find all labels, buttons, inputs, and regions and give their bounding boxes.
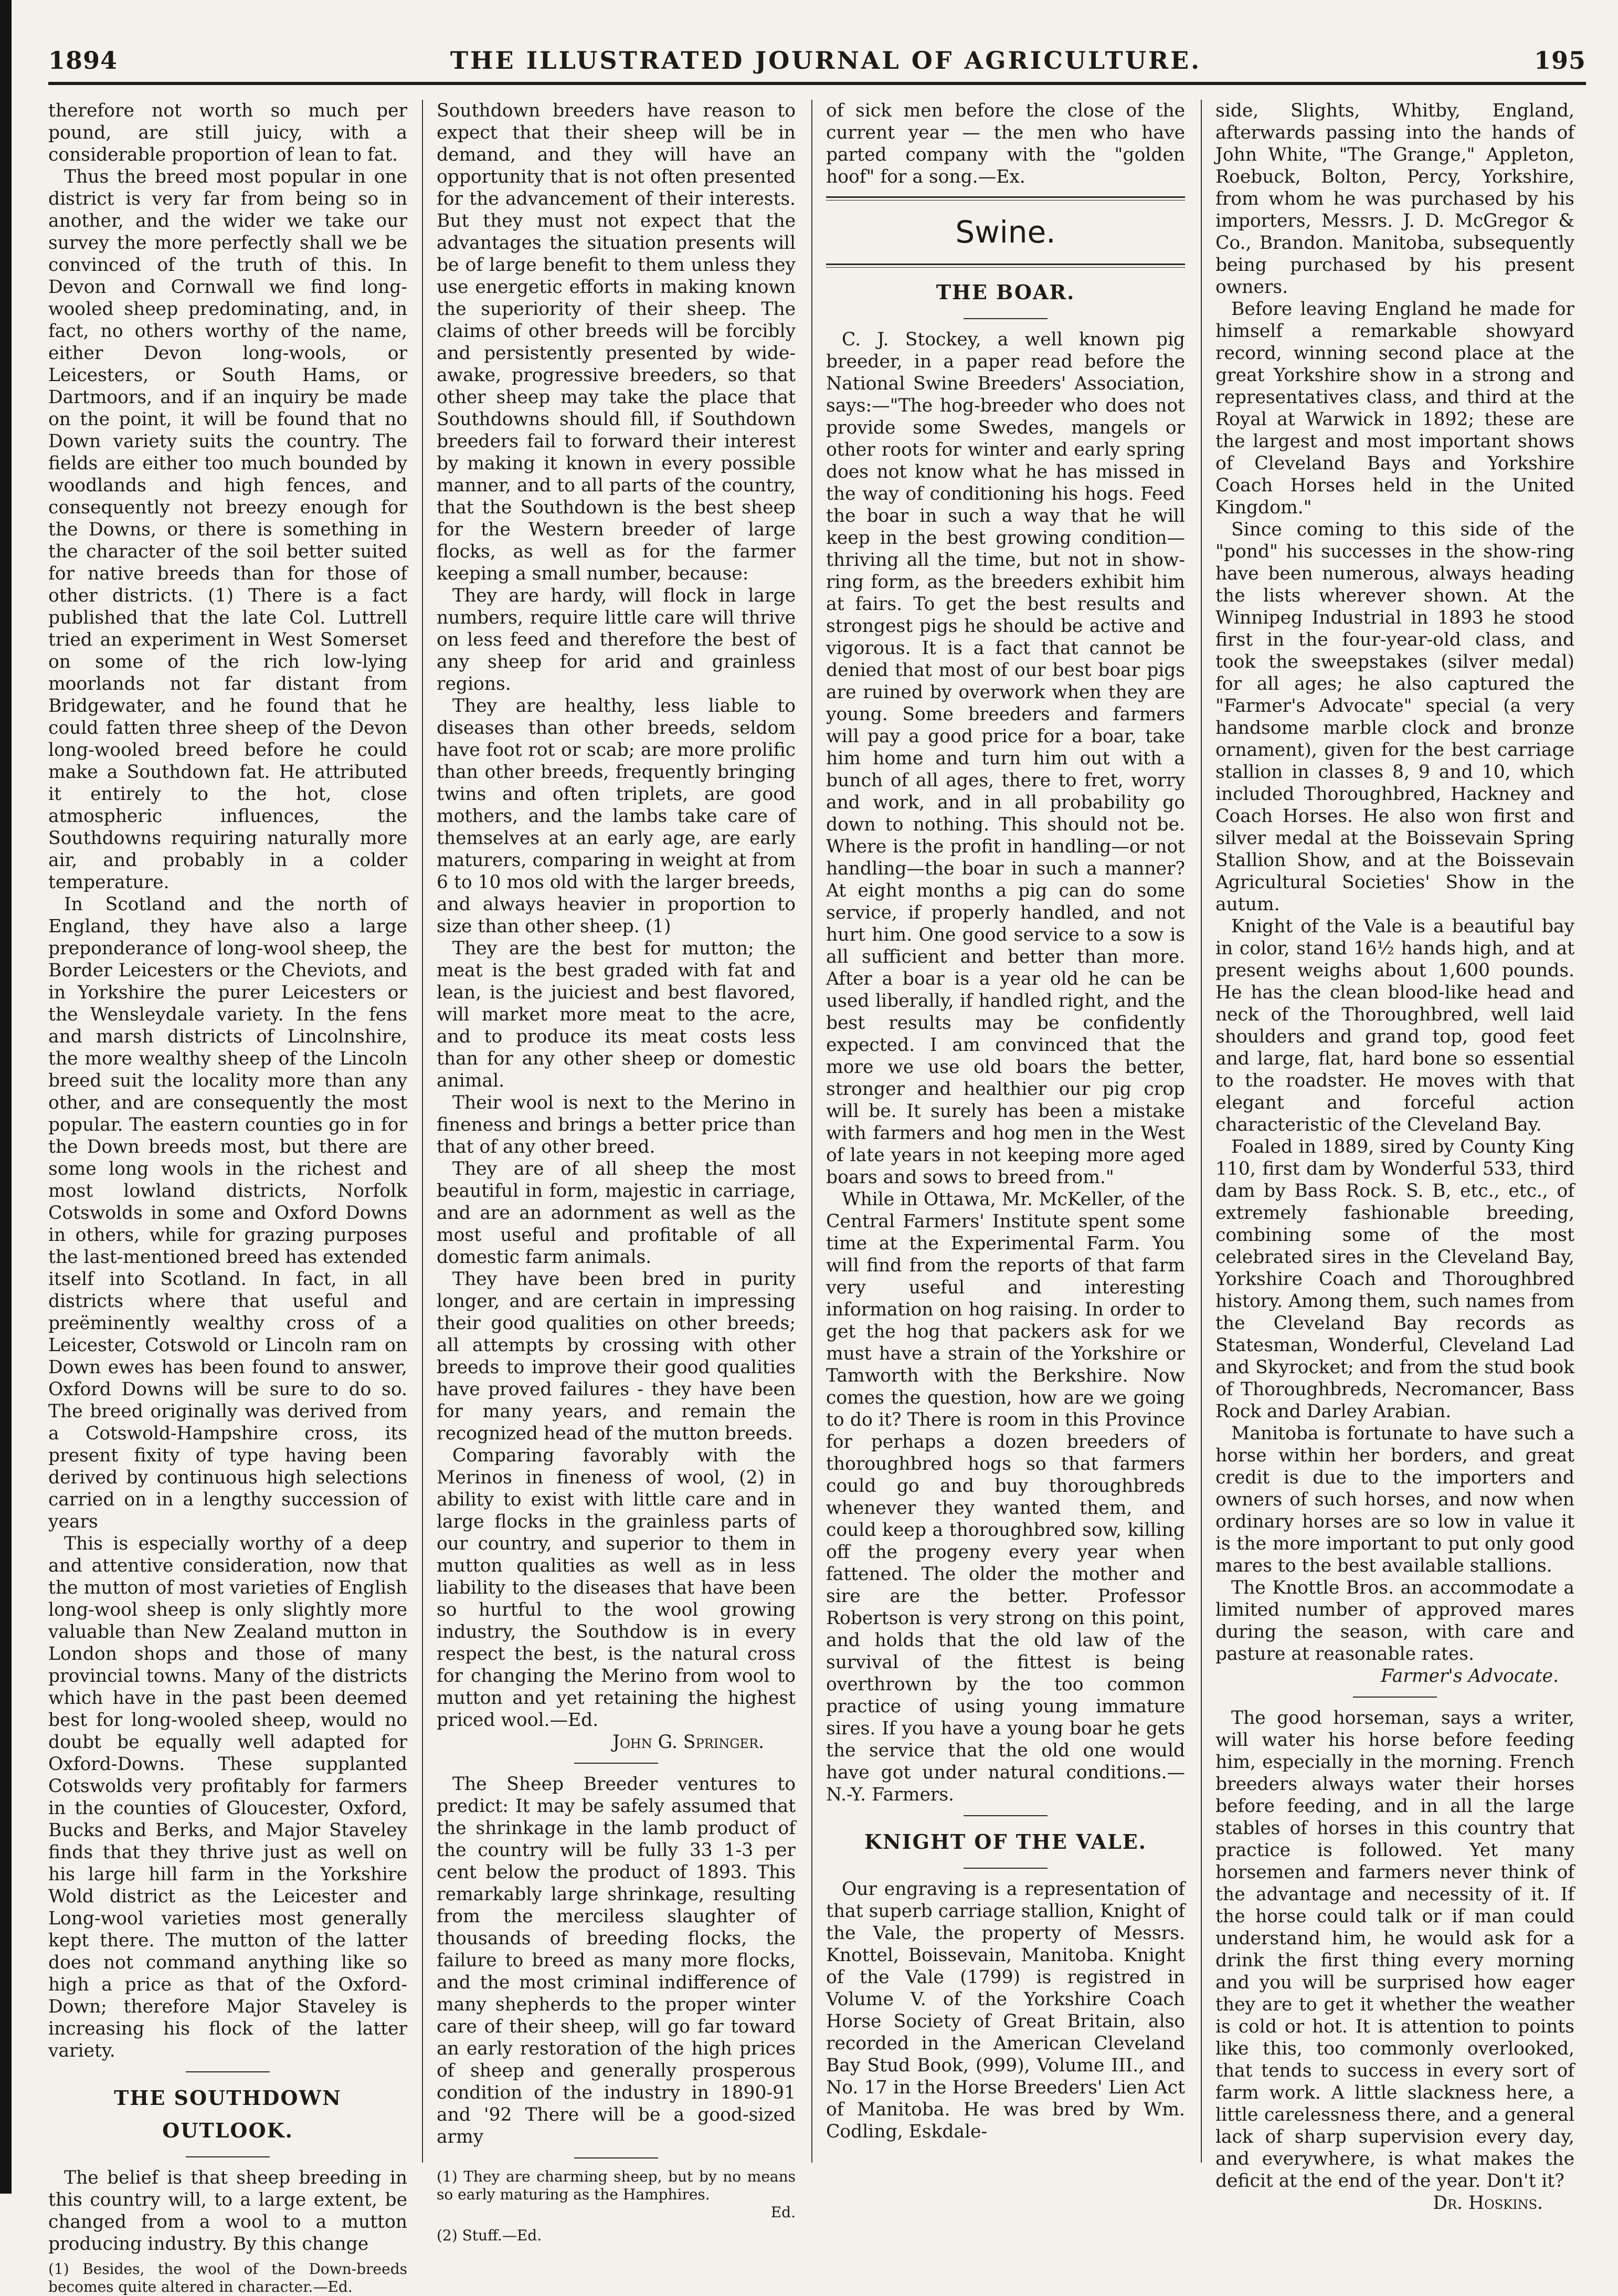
paragraph: Knight of the Vale is a beautiful bay in color, stand 16½ hands high, and at present weighs about 1,600 pounds. He has the clean blood-like head and neck of the Thoroughbred, well laid shoulders and grand top, good feet and large, flat, hard bone so essential to the roadster. He moves with that elegant and forceful action characteristic of the Cleveland Bay. [1215, 916, 1574, 1135]
section-divider [964, 1868, 1048, 1869]
column-1 [48, 100, 407, 2295]
section-divider [186, 2071, 270, 2072]
paragraph: The Knottle Bros. an accommodate a limited number of approved mares during the season, with care and pasture at reasonable rates. [1215, 1577, 1574, 1665]
paragraph: They are hardy, will flock in large numbers, require little care will thrive on less feed and therefore the best of any sheep for arid and grainless regions. [437, 585, 796, 694]
column-4 [1215, 100, 1574, 2214]
section-divider [964, 1815, 1048, 1816]
section-divider [826, 196, 1185, 201]
paragraph: side, Slights, Whitby, England, afterwards passing into the hands of John White, "The Grange," Appleton, Roebuck, Bolton, Percy, Yorkshire, from whom he was purchased by his importers, Messrs. J. D. McGregor & Co., Brandon. Manitoba, subsequently being purchased by his present owners. [1215, 100, 1574, 298]
signature: John G. Springer. [612, 1732, 764, 1753]
paragraph: They have been bred in purity longer, and are certain in impressing their good qualities on other breeds; all attempts by crossing with other breeds to improve their good qualities have proved failures - they have been for many years, and remain the recognized head of the mutton breeds. [437, 1269, 796, 1444]
column-2 [437, 100, 796, 2244]
footnote: (1) They are charming sheep, but by no means so early maturing as the Hamphires. [437, 2168, 796, 2203]
column-divider [811, 100, 812, 2163]
paragraph: of sick men before the close of the current year — the men who have parted company with the "golden hoof" for a song.—Ex. [826, 100, 1185, 187]
article-title-knight: KNIGHT OF THE VALE. [864, 1830, 1147, 1853]
paragraph: The Sheep Breeder ventures to predict: It may be safely assumed that the shrinkage in the lamb product of the country will be fully 33 1-3 per cent below the product of 1893. This remarkably large shrinkage, resulting from the merciless slaughter of thousands of breeding flocks, the failure to breed as many more flocks, and the most criminal indifference of many shepherds to the proper winter care of their sheep, will go far toward an early restoration of the high prices of sheep and generally prosperous condition of the industry in 1890-91 and '92 There will be a good-sized army [437, 1774, 796, 2147]
book-spine [0, 0, 12, 2194]
source-credit: Farmer's Advocate. [1381, 1666, 1559, 1687]
footnote-divider [574, 2157, 658, 2158]
paragraph: This is especially worthy of a deep and attentive consideration, now that the mutton of most varieties of English long-wool sheep is only slightly more valuable than New Zealand mutton in London shops and those of many provincial towns. Many of the districts which have in the past been deemed best for long-wooled sheep, would no doubt be equally well adapted for Oxford-Downs. These supplanted Cotswolds very profitably for farmers in the counties of Gloucester, Oxford, Bucks and Berks, and Major Staveley finds that they thrive just as well on his large hill farm in the Yorkshire Wold district as the Leicester and Long-wool varieties most generally kept there. The mutton of the latter does not command anything like so high a price as that of the Oxford-Down; therefore Major Staveley is increasing his flock of the latter variety. [48, 1533, 407, 2061]
article-title-boar: THE BOAR. [936, 280, 1075, 304]
paragraph: In Scotland and the north of England, they have also a large preponderance of long-wool sheep, the Border Leicesters or the Cheviots, and in Yorkshire the purer Leicesters or the Wensleydale variety. In the fens and marsh districts of Lincolnshire, the more wealthy sheep of the Lincoln breed suit the locality more than any other, and are consequently the most popular. The eastern counties go in for the Down breeds most, but there are some long wools in the richest and most lowland districts, Norfolk Cotswolds in some and Oxford Downs in others, while for grazing purposes the last-mentioned breed has extended itself into Scotland. In fact, in all districts where that useful and preëminently wealthy cross of a Leicester, Cotswold or Lincoln ram on Down ewes has been found to answer, Oxford Downs will be sure to do so. The breed originally was derived from a Cotswold-Hampshire cross, its present fixity of type having been derived by continuous high selections carried on in a lengthy succession of years [48, 894, 407, 1532]
paragraph: Southdown breeders have reason to expect that their sheep will be in demand, and they will have an opportunity that is not often presented for the advancement of their interests. But they must not expect that the advantages the situation presents will be of large benefit to them unless they use energetic efforts in making known the superiority of their sheep. The claims of other breeds will be forcibly and persistently presented by wide-awake, progressive breeders, so that other sheep may take the place that Southdowns should fill, if Southdown breeders fail to forward their interest by making it known in every possible manner, and to all parts of the country, that the Southdown is the best sheep for the Western breeder of large flocks, as well as for the farmer keeping a small number, because: [437, 100, 796, 584]
column-3 [826, 100, 1185, 2163]
section-title-swine: Swine. [955, 214, 1056, 250]
column-divider [1201, 100, 1202, 2163]
paragraph: Thus the breed most popular in one district is very far from being so in another, and the wider we take our survey the more perfectly shall we be convinced of the truth of this. In Devon and Cornwall we find long-wooled sheep predominating, and, in fact, no others worthy of the name, either Devon long-wools, or Leicesters, or South Hams, or Dartmoors, and if an inquiry be made on the point, it will be found that no Down variety suits the country. The fields are either too much bounded by woodlands and high fences, and consequently not breezy enough for the Downs, or there is something in the character of the soil better suited for native breeds than for those of other districts. (1) There is a fact published that the late Col. Luttrell tried an experiment in West Somerset on some of the rich low-lying moorlands not far distant from Bridgewater, and he found that he could fatten three sheep of the Devon long-wooled breed before he could make a Southdown fat. He attributed it entirely to the hot, close atmospheric influences, the Southdowns requiring naturally more air, and probably in a colder temperature. [48, 166, 407, 893]
paragraph: therefore not worth so much per pound, are still juicy, with a considerable proportion of lean to fat. [48, 100, 407, 165]
footnote-sign: Ed. [770, 2204, 796, 2221]
paragraph: Foaled in 1889, sired by County King 110, first dam by Wonderful 533, third dam by Bass Rock. S. B, etc., etc., of extremely fashionable breeding, combining some of the most celebrated sires in the Cleveland Bay, Yorkshire Coach and Thoroughbred history. Among them, such names from the Cleveland Bay records as Statesman, Wonderful, Cleveland Lad and Skyrocket; and from the stud book of Thoroughbreds, Necromancer, Bass Rock and Darley Arabian. [1215, 1136, 1574, 1422]
column-divider [422, 100, 423, 2163]
journal-page [48, 31, 1586, 2295]
header-year: 1894 [48, 46, 118, 75]
footnote: (2) Stuff.—Ed. [437, 2227, 542, 2244]
paragraph: They are the best for mutton; the meat is the best graded with fat and lean, is the juiciest and best flavored, will market more meat to the acre, and to produce its meat costs less than for any other sheep or domestic animal. [437, 938, 796, 1091]
section-divider [574, 1763, 658, 1764]
header-page-number: 195 [1534, 46, 1586, 75]
page-header [48, 31, 1586, 75]
header-title: THE ILLUSTRATED JOURNAL OF AGRICULTURE. [450, 46, 1202, 75]
paragraph: Since coming to this side of the "pond" his successes in the show-ring have been numerous, always heading the lists wherever shown. At the Winnipeg Industrial in 1893 he stood first in the four-year-old class, and took the sweepstakes (silver medal) for all ages; he also captured the "Farmer's Advocate" special (a very handsome marble clock and bronze ornament), given for the best carriage stallion in classes 8, 9 and 10, which included Thoroughbred, Hackney and Coach Horses. He also won first and silver medal at the Boissevain Spring Stallion Show, and at the Boissevain Agricultural Societies' Show in the autum. [1215, 519, 1574, 915]
paragraph: While in Ottawa, Mr. McKeller, of the Central Farmers' Institute spent some time at the Experimental Farm. You will find from the reports of that farm very useful and interesting information on hog raising. In order to get the hog that packers ask for we must have a strain of the Yorkshire or Tamworth with the Berkshire. Now comes the question, how are we going to do it? There is room in this Province for perhaps a dozen breeders of thoroughbred hogs so that farmers could go and buy thoroughbreds whenever they wanted them, and could keep a thoroughbred sow, killing off the progeny every year when fattened. The older the mother and sire are the better. Professor Robertson is very strong on this point, and holds that the old law of the survival of the fittest is being overthrown by the too common practice of using young immature sires. If you have a young boar he gets the service that the old one would have got under natural conditions.—N.-Y. Farmers. [826, 1189, 1185, 1805]
section-divider [826, 264, 1185, 268]
paragraph: They are healthy, less liable to diseases than other breeds, seldom have foot rot or scab; are more prolific than other breeds, frequently bringing twins and often triplets, are good mothers, and the lambs take care of themselves at an early age, are early maturers, comparing in weight at from 6 to 10 mos old with the larger breeds, and always heavier in proportion to size than other sheep. (1) [437, 696, 796, 937]
paragraph: They are of all sheep the most beautiful in form, majestic in carriage, and are an adornment as well as the most useful and profitable of all domestic farm animals. [437, 1158, 796, 1268]
section-divider [964, 318, 1048, 319]
paragraph: The good horseman, says a writer, will water his horse before feeding him, especially in the morning. French breeders always water their horses before feeding, and in all the large stables of horses in this country that practice is followed. Yet many horsemen and farmers never think of the advantage and necessity of it. If the horse could talk or if man could understand him, he would ask for a drink the first thing every morning and you will be surprised how eager they are to get it whether the weather is cold or hot. It is attention to points like this, too commonly overlooked, that tends to success in every sort of farm work. A little slackness here, a little carelessness there, and a general lack of sharp supervision every day, and everywhere, is what makes the deficit at the end of the year. Don't it? [1215, 1708, 1574, 2192]
footnote: (1) Besides, the wool of the Down-breeds becomes quite altered in character.—Ed. [48, 2260, 407, 2295]
paragraph: Their wool is next to the Merino in fineness and brings a better price than that of any other breed. [437, 1092, 796, 1157]
paragraph: Manitoba is fortunate to have such a horse within her borders, and great credit is due to the importers and owners of such horses, and now when ordinary horses are so low in value it is the more important to put only good mares to the best available stallions. [1215, 1423, 1574, 1576]
section-divider [186, 2156, 270, 2157]
paragraph: Our engraving is a representation of that superb carriage stallion, Knight of the Vale, the property of Messrs. Knottel, Boissevain, Manitoba. Knight of the Vale (1799) is registred in Volume V. of the Yorkshire Coach Horse Society of Great Britain, also recorded in the American Cleveland Bay Stud Book, (999), Volume III., and No. 17 in the Horse Breeders' Lien Act of Manitoba. He was bred by Wm. Codling, Eskdale- [826, 1879, 1185, 2142]
header-rule [48, 82, 1586, 85]
section-divider [1353, 1697, 1437, 1698]
paragraph: Before leaving England he made for himself a remarkable showyard record, winning second place at the great Yorkshire show in a strong and representatives class, and third at the Royal at Warwick in 1892; these are the largest and most important shows of Cleveland Bays and Yorkshire Coach Horses held in the United Kingdom." [1215, 299, 1574, 518]
paragraph: The belief is that sheep breeding in this country will, to a large extent, be changed from a wool to a mutton producing industry. By this change [48, 2167, 407, 2255]
paragraph: Comparing favorably with the Merinos in fineness of wool, (2) in ability to exist with little care and in large flocks in the grainless parts of our country, and superior to them in mutton qualities as well as in less liability to the diseases that have been so hurtful to the wool growing industry, the Southdow is in every respect the best, is the natural cross for changing the Merino from wool to mutton and yet retaining the highest priced wool.—Ed. [437, 1445, 796, 1731]
paragraph: C. J. Stockey, a well known pig breeder, in a paper read before the National Swine Breeders' Association, says:—"The hog-breeder who does not provide some Swedes, mangels or other roots for winter and early spring does not know what he has missed in the way of conditioning his hogs. Feed the boar in such a way that he will keep in the best growing condition—thriving all the time, but not in show-ring form, as the breeders exhibit him at fairs. To get the best results and strongest pigs he should be active and vigorous. It is a fact that cannot be denied that most of our best boar pigs are ruined by overwork when they are young. Some breeders and farmers will pay a good price for a boar, take him home and turn him out with a bunch of all ages, there to fret, worry and work, and in all probability go down to nothing. This should not be. Where is the profit in handling—or not handling—the boar in such a manner? At eight months a pig can do some service, if properly handled, and not hurt him. One good service to a sow is all sufficient and better than more. After a boar is a year old he can be used liberally, if handled right, and the best results may be confidently expected. I am convinced that the more we use old boars the better, stronger and healthier our pig crop will be. It surely has been a mistake with farmers and hog men in the West of late years in not keeping more aged boars and sows to breed from." [826, 329, 1185, 1188]
article-title-southdown: THE SOUTHDOWN OUTLOOK. [114, 2086, 342, 2142]
signature: Dr. Hoskins. [1433, 2193, 1543, 2214]
